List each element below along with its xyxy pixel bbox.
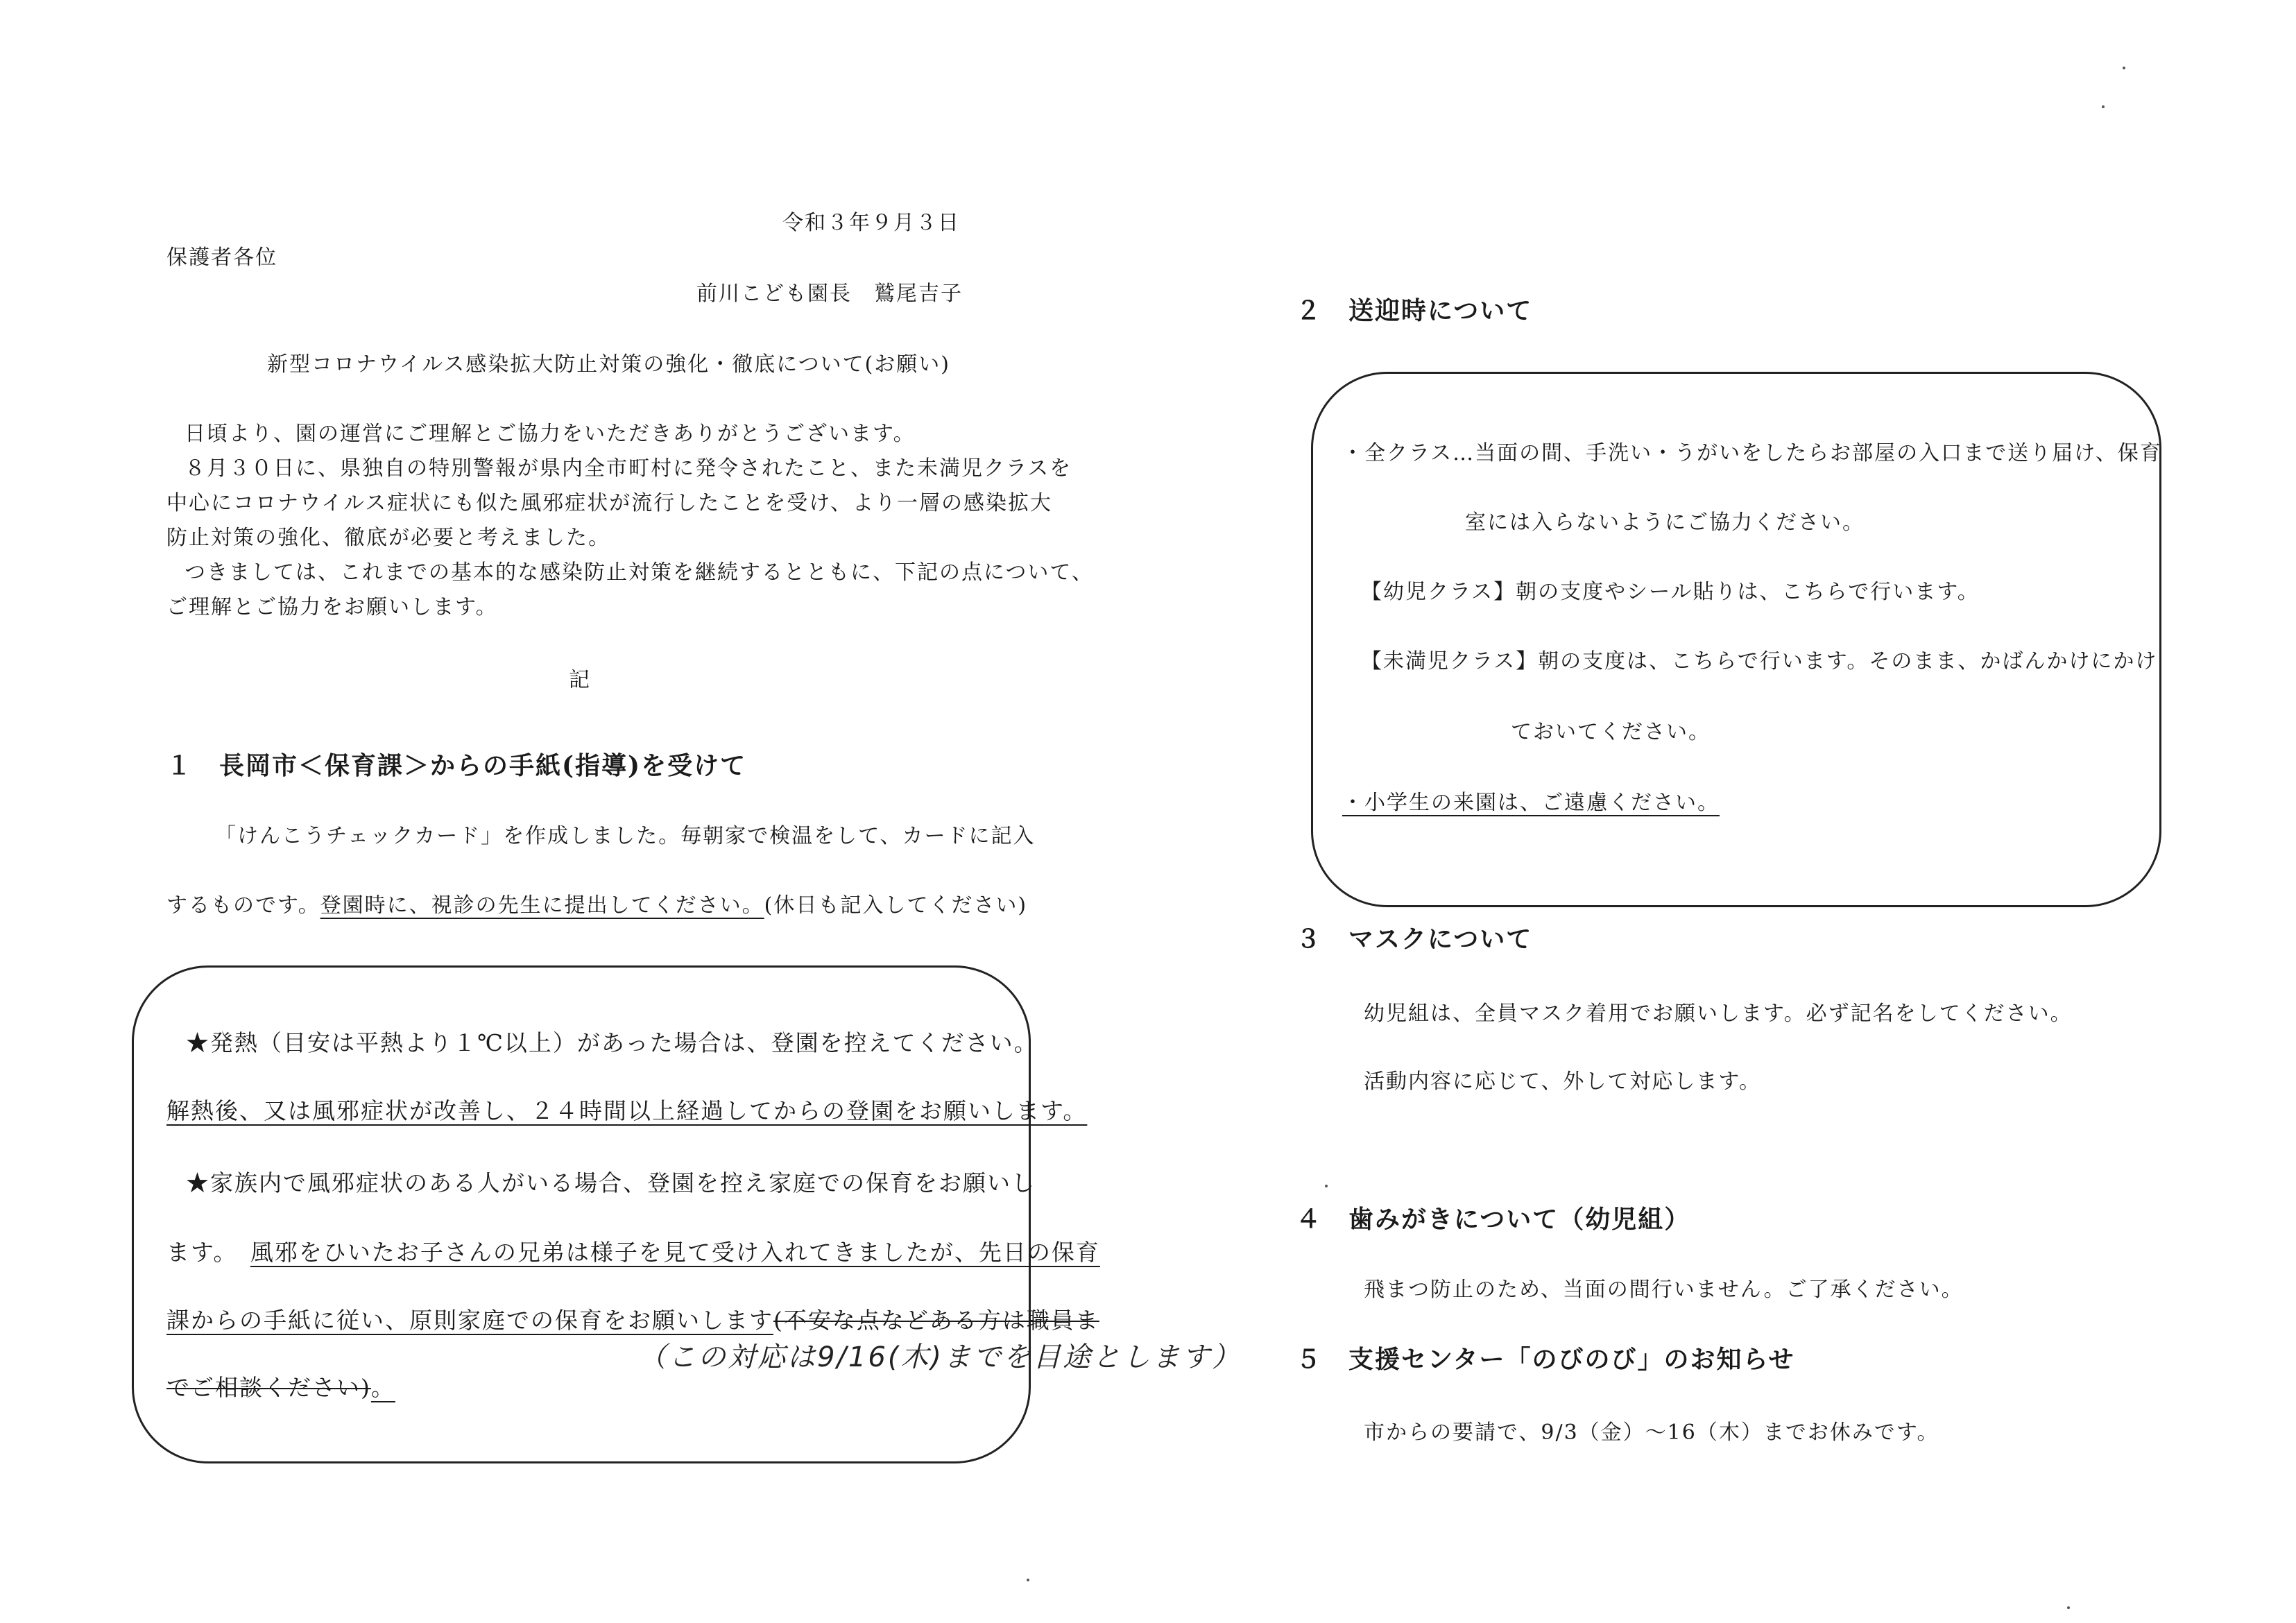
ki-label: 記 [569, 668, 591, 692]
intro-paragraph-3-line-1: つきましては、これまでの基本的な感染防止対策を継続するとともに、下記の点について、 [185, 560, 1094, 585]
section-2-line-4: 【未満児クラス】朝の支度は、こちらで行います。そのまま、かばんかけにかけ [1361, 649, 2158, 673]
scan-speck [1027, 1579, 1029, 1581]
document-title: 新型コロナウイルス感染拡大防止対策の強化・徹底について(お願い) [267, 352, 951, 377]
home-care-request: 課からの手紙に従い、原則家庭での保育をお願いします [166, 1307, 773, 1334]
family-rule-line-2 [166, 1235, 1100, 1267]
intro-paragraph-1: 日頃より、園の運営にご理解とご協力をいただきありがとうございます。 [185, 422, 916, 446]
family-rule-line-4-end: 。 [370, 1374, 395, 1401]
section-5-heading: ５ 支援センター「のびのび」のお知らせ [1296, 1345, 1795, 1374]
family-rule-line-2-start: ます。 [166, 1239, 226, 1266]
family-rule-line-3 [166, 1303, 1099, 1335]
intro-paragraph-2-line-1: ８月３０日に、県独自の特別警報が県内全市町村に発令されたこと、また未満児クラスを [185, 456, 1072, 481]
fever-rule-line-2: 解熱後、又は風邪症状が改善し、２４時間以上経過してからの登園をお願いします。 [166, 1097, 1088, 1124]
family-rule-line-1: ★家族内で風邪症状のある人がいる場合、登園を控え家庭での保育をお願いし [186, 1169, 1036, 1196]
intro-paragraph-2-line-2: 中心にコロナウイルス症状にも似た風邪症状が流行したことを受け、より一層の感染拡大 [166, 491, 1052, 515]
section-1-line-1: 「けんこうチェックカード」を作成しました。毎朝家で検温をして、カードに記入 [215, 824, 1036, 848]
section-3-line-1: 幼児組は、全員マスク着用でお願いします。必ず記名をしてください。 [1364, 1002, 2073, 1026]
scan-speck [1325, 1185, 1328, 1187]
section-1-line-2-start: するものです。 [166, 893, 320, 918]
handwritten-note: （この対応は9/16(木)までを目途とします） [638, 1341, 1242, 1373]
recipient: 保護者各位 [166, 246, 277, 270]
section-2-line-2: 室には入らないようにご協力ください。 [1465, 510, 1865, 535]
struck-consultation-note-end: でご相談ください) [166, 1374, 371, 1401]
holiday-note: (休日も記入してください) [764, 893, 1028, 918]
sender: 前川こども園長 鷲尾吉子 [696, 282, 963, 306]
scan-speck [2123, 67, 2125, 69]
section-2-heading: ２ 送迎時について [1296, 296, 1533, 325]
section-2-line-6: ・小学生の来園は、ご遠慮ください。 [1342, 791, 1720, 815]
submit-card-instruction: 登園時に、視診の先生に提出してください。 [320, 893, 764, 918]
family-rule-line-4 [166, 1370, 395, 1402]
scan-speck [2102, 105, 2105, 108]
section-2-line-3: 【幼児クラス】朝の支度やシール貼りは、こちらで行います。 [1361, 580, 1980, 604]
scan-speck [2067, 1606, 2070, 1609]
struck-consultation-note: (不安な点などある方は職員ま [773, 1307, 1099, 1334]
section-2-line-5: ておいてください。 [1511, 720, 1711, 744]
section-5-line-1: 市からの要請で、9/3（金）～16（木）までお休みです。 [1364, 1420, 1939, 1445]
intro-paragraph-3-line-2: ご理解とご協力をお願いします。 [166, 595, 498, 619]
section-4-heading: ４ 歯みがきについて（幼児組） [1296, 1205, 1691, 1234]
section-1-line-2 [166, 888, 1027, 918]
document-date: 令和３年９月３日 [782, 211, 960, 235]
section-1-heading: １ 長岡市＜保育課＞からの手紙(指導)を受けて [166, 751, 747, 780]
section-4-line-1: 飛まつ防止のため、当面の間行いません。ご了承ください。 [1364, 1278, 1964, 1302]
intro-paragraph-2-line-3: 防止対策の強化、徹底が必要と考えました。 [166, 526, 610, 550]
siblings-policy: 風邪をひいたお子さんの兄弟は様子を見て受け入れてきましたが、先日の保育 [250, 1239, 1100, 1266]
fever-rule-line-1: ★発熱（目安は平熱より１℃以上）があった場合は、登園を控えてください。 [186, 1029, 1038, 1056]
section-3-line-2: 活動内容に応じて、外して対応します。 [1364, 1070, 1761, 1094]
section-2-line-1: ・全クラス…当面の間、手洗い・うがいをしたらお部屋の入口まで送り届け、保育 [1342, 441, 2162, 465]
section-3-heading: ３ マスクについて [1296, 925, 1533, 954]
